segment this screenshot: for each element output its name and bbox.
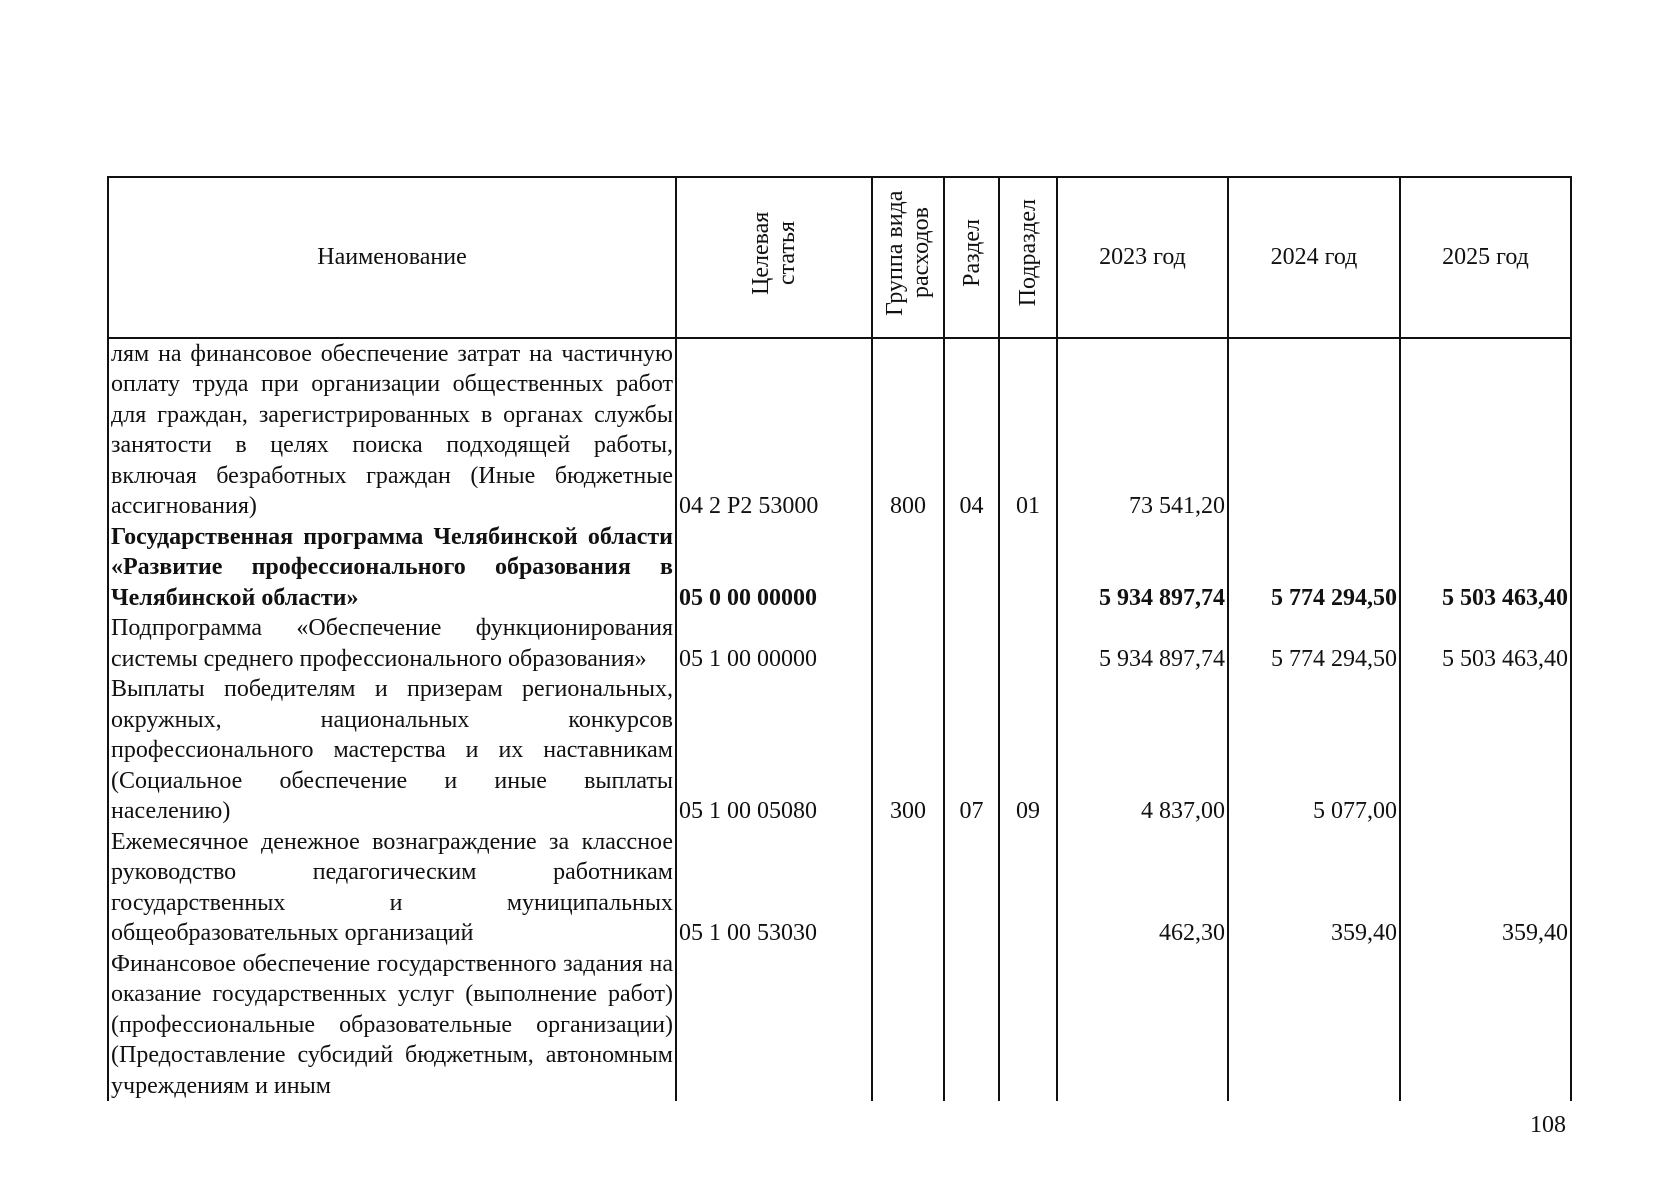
- table-row: [108, 949, 1571, 1102]
- row-value-2024: [1228, 949, 1400, 1102]
- row-value-2025: [1400, 338, 1571, 522]
- header-subsection: Подраздел: [999, 177, 1057, 338]
- row-value-2023: 462,30: [1057, 827, 1228, 949]
- row-code: 05 0 00 00000: [676, 522, 872, 614]
- row-name: Государственная программа Челябинской области «Развитие профессионального образования в Челябинской области»: [108, 522, 676, 614]
- row-value-2024: 359,40: [1228, 827, 1400, 949]
- header-year-2023: 2023 год: [1057, 177, 1228, 338]
- row-section: [944, 613, 999, 674]
- row-group: [872, 949, 944, 1102]
- row-subsection: [999, 827, 1057, 949]
- row-group: [872, 613, 944, 674]
- page-number: 108: [1530, 1112, 1566, 1138]
- row-value-2024: 5 077,00: [1228, 674, 1400, 827]
- table-row: [108, 827, 1571, 949]
- row-value-2023: [1057, 949, 1228, 1102]
- row-value-2025: 5 503 463,40: [1400, 522, 1571, 614]
- row-value-2025: 5 503 463,40: [1400, 613, 1571, 674]
- row-value-2023: 5 934 897,74: [1057, 522, 1228, 614]
- row-name: Выплаты победителям и призерам региональных, окружных, национальных конкурсов профессионального мастерства и их наставникам (Социальное обеспечение и иные выплаты населению): [108, 674, 676, 827]
- table-row: [108, 674, 1571, 827]
- budget-table: [107, 176, 1572, 1101]
- row-code: 04 2 Р2 53000: [676, 338, 872, 522]
- row-subsection: 01: [999, 338, 1057, 522]
- row-group: [872, 827, 944, 949]
- row-group: [872, 522, 944, 614]
- row-value-2024: 5 774 294,50: [1228, 613, 1400, 674]
- row-code: 05 1 00 05080: [676, 674, 872, 827]
- row-name: Ежемесячное денежное вознаграждение за классное руководство педагогическим работникам государственных и муниципальных общеобразовательных организаций: [108, 827, 676, 949]
- row-section: [944, 522, 999, 614]
- table-row: [108, 522, 1571, 614]
- row-subsection: [999, 949, 1057, 1102]
- row-value-2024: 5 774 294,50: [1228, 522, 1400, 614]
- header-year-2024: 2024 год: [1228, 177, 1400, 338]
- row-section: 07: [944, 674, 999, 827]
- row-subsection: [999, 613, 1057, 674]
- row-value-2023: 73 541,20: [1057, 338, 1228, 522]
- table-row: [108, 338, 1571, 522]
- row-value-2023: 5 934 897,74: [1057, 613, 1228, 674]
- row-group: 300: [872, 674, 944, 827]
- row-value-2024: [1228, 338, 1400, 522]
- row-value-2025: [1400, 674, 1571, 827]
- header-target-article: Целевая статья: [676, 177, 872, 338]
- row-code: 05 1 00 53030: [676, 827, 872, 949]
- row-name: Подпрограмма «Обеспечение функционирования системы среднего профессионального образования»: [108, 613, 676, 674]
- row-code: 05 1 00 00000: [676, 613, 872, 674]
- row-subsection: 09: [999, 674, 1057, 827]
- row-section: [944, 827, 999, 949]
- row-subsection: [999, 522, 1057, 614]
- row-section: [944, 949, 999, 1102]
- row-section: 04: [944, 338, 999, 522]
- row-name: лям на финансовое обеспечение затрат на частичную оплату труда при организации общественных работ для граждан, зарегистрированных в органах службы занятости в целях поиска подходящей работы, включая безработных граждан (Иные бюджетные ассигнования): [108, 338, 676, 522]
- header-name: Наименование: [108, 177, 676, 338]
- row-value-2025: 359,40: [1400, 827, 1571, 949]
- header-section: Раздел: [944, 177, 999, 338]
- row-code: [676, 949, 872, 1102]
- row-value-2023: 4 837,00: [1057, 674, 1228, 827]
- row-name: Финансовое обеспечение государственного задания на оказание государственных услуг (выполнение работ) (профессиональные образовательные организации) (Предоставление субсидий бюджетным, автономным учреждениям и иным: [108, 949, 676, 1102]
- row-group: 800: [872, 338, 944, 522]
- header-year-2025: 2025 год: [1400, 177, 1571, 338]
- header-expense-group: Группа вида расходов: [872, 177, 944, 338]
- row-value-2025: [1400, 949, 1571, 1102]
- table-row: [108, 613, 1571, 674]
- table-header-row: [108, 177, 1571, 338]
